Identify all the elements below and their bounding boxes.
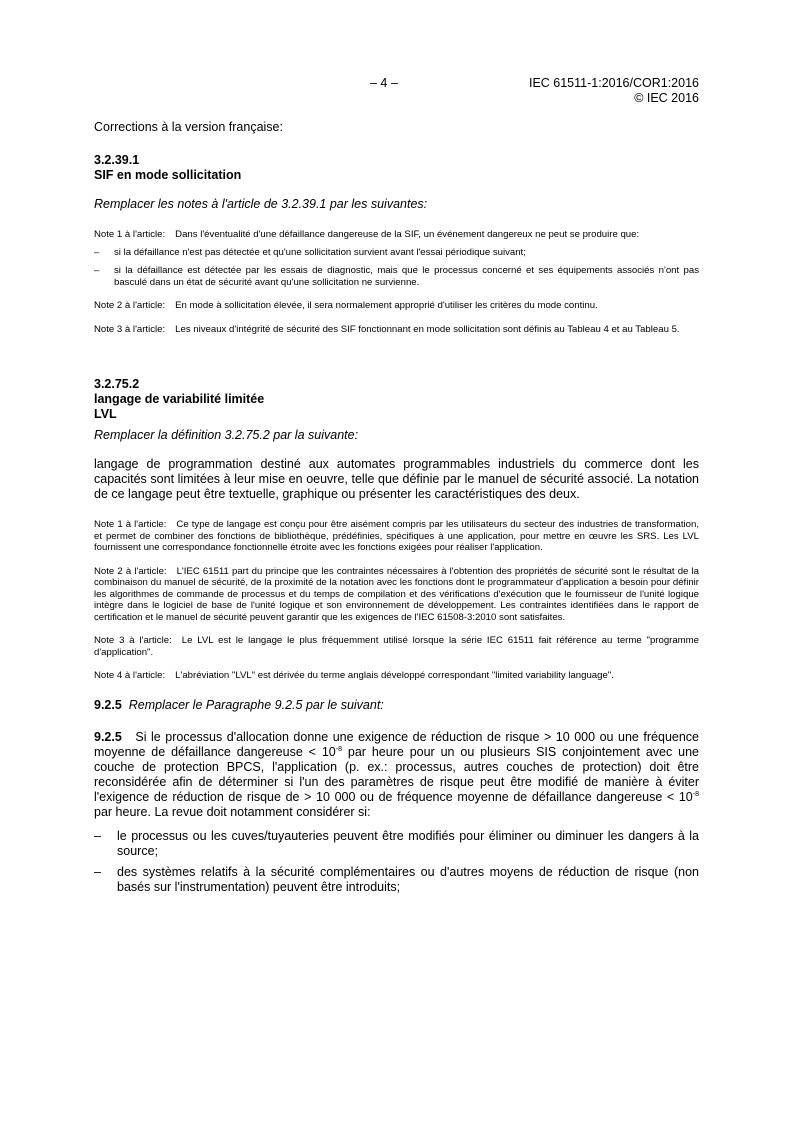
note-label: Note 1 à l'article: bbox=[94, 519, 167, 530]
paragraph-text-b: par heure pour un ou plusieurs SIS conjointement avec une couche de protection BPCS, l'application (p. ex.: processus, autres couches de protection) doit être reconsidérée afin de déterminer si l'un des paramètres de risque peut être modifié de manière à éviter l'exigence de réduction de risque de > 10 000 ou de fréquence moyenne de défaillance dangereuse < 10 bbox=[94, 744, 699, 804]
note-1 bbox=[94, 229, 699, 241]
paragraph-number: 9.2.5 bbox=[94, 729, 122, 744]
section-9-2-5 bbox=[94, 698, 699, 895]
note-3 bbox=[94, 635, 699, 658]
page-number: – 4 – bbox=[370, 76, 398, 90]
dash-bullet: – bbox=[94, 828, 101, 843]
list-item-text: le processus ou les cuves/tuyauteries peuvent être modifiés pour éliminer ou diminuer les dangers à la source; bbox=[117, 828, 699, 858]
exponent: -8 bbox=[335, 745, 342, 753]
exponent: -8 bbox=[692, 790, 699, 798]
copyright-line: © IEC 2016 bbox=[634, 91, 699, 105]
intro-line: Corrections à la version française: bbox=[94, 120, 283, 134]
paragraph-text-c: par heure. La revue doit notamment considérer si: bbox=[94, 804, 371, 819]
note-text: Le LVL est le langage le plus fréquemment utilisé lorsque la série IEC 61511 fait référence au terme "programme d'application". bbox=[94, 635, 700, 658]
note-label: Note 3 à l'article: bbox=[94, 635, 172, 646]
section-3-2-75-2 bbox=[94, 377, 699, 682]
paragraph-text-a: Si le processus d'allocation donne une exigence de réduction de risque > 10 000 ou une fréquence moyenne de défaillance dangereuse < 10 bbox=[94, 729, 699, 759]
clause-number: 3.2.39.1 bbox=[94, 153, 140, 167]
note-text: En mode à sollicitation élevée, il sera normalement approprié d'utiliser les critères du mode continu. bbox=[175, 300, 598, 311]
list-item-text: des systèmes relatifs à la sécurité complémentaires ou d'autres moyens de réduction de risque (non basés sur l'instrumentation) peuvent être introduits; bbox=[117, 864, 699, 894]
note-text: L'IEC 61511 part du principe que les contraintes nécessaires à l'obtention des propriétés de sécurité sont le résultat de la combinaison du manuel de sécurité, de la proximité de la notation avec les fonctions dont le programmateur d'application a besoin pour définir les algorithmes de commande de processus et du temps de compilation et des vérifications d'exécution que le fournisseur de l'unité logique intègre dans le logiciel de base de l'unité logique et son environnement de développement. Les contraintes identifiées dans le rapport de certification et le manuel de sécurité peuvent garantir que les exigences de l'IEC 61508-3:2010 sont satisfaites. bbox=[94, 565, 700, 623]
note-text: Les niveaux d'intégrité de sécurité des SIF fonctionnant en mode sollicitation sont définis au Tableau 4 et au Tableau 5. bbox=[175, 323, 680, 335]
note-label: Note 4 à l'article: bbox=[94, 670, 166, 681]
list-item-text: si la défaillance est détectée par les essais de diagnostic, mais que le processus concerné et ses équipements associés n'ont pas basculé dans un état de sécurité avant qu'une sollicitation ne survienne. bbox=[114, 265, 699, 288]
list-item bbox=[94, 265, 699, 288]
list-item bbox=[94, 247, 699, 259]
note-text: Ce type de langage est conçu pour être aisément compris par les utilisateurs du secteur des industries de transformation, et permet de combiner des fonctions de bibliothèque, prédéfinies, spécifiques à une application, pour mettre en œuvre les SRS. Les LVL fournissent une correspondance fonctionnelle étroite avec les fonctions exigées pour réaliser l'application. bbox=[94, 519, 700, 553]
clause-title: langage de variabilité limitée bbox=[94, 392, 265, 406]
note-2 bbox=[94, 566, 699, 624]
instruction: Remplacer le Paragraphe 9.2.5 par le suivant: bbox=[128, 697, 384, 712]
instruction: Remplacer la définition 3.2.75.2 par la suivante: bbox=[94, 428, 359, 442]
note-label: Note 2 à l'article: bbox=[94, 300, 166, 311]
instruction-line bbox=[94, 698, 699, 713]
note-label: Note 3 à l'article: bbox=[94, 323, 166, 335]
clause-number: 9.2.5 bbox=[94, 697, 122, 712]
clause-paragraph bbox=[94, 730, 699, 820]
note-4 bbox=[94, 670, 699, 682]
note-1 bbox=[94, 519, 699, 554]
list-item bbox=[94, 829, 699, 859]
note-2 bbox=[94, 300, 699, 312]
note-3 bbox=[94, 324, 699, 336]
note-label: Note 1 à l'article: bbox=[94, 229, 166, 240]
note-text: Dans l'éventualité d'une défaillance dangereuse de la SIF, un événement dangereux ne peut se produire que: bbox=[175, 229, 640, 240]
clause-title: SIF en mode sollicitation bbox=[94, 168, 242, 182]
dash-bullet: – bbox=[94, 864, 101, 879]
clause-number: 3.2.75.2 bbox=[94, 377, 140, 391]
definition-text: langage de programmation destiné aux automates programmables industriels du commerce dont les capacités sont limitées à leur mise en oeuvre, telle que définie par le manuel de sécurité associé. La notation de ce langage peut être textuelle, graphique ou présenter les caractéristiques des deux. bbox=[94, 457, 699, 501]
section-3-2-39-1 bbox=[94, 153, 699, 335]
note-label: Note 2 à l'article: bbox=[94, 565, 167, 577]
dash-bullet: – bbox=[94, 246, 100, 258]
document-reference: IEC 61511-1:2016/COR1:2016 bbox=[528, 76, 699, 90]
page-header bbox=[94, 76, 699, 108]
dash-bullet: – bbox=[94, 265, 100, 276]
instruction: Remplacer les notes à l'article de 3.2.39.1 par les suivantes: bbox=[94, 197, 428, 211]
clause-abbreviation: LVL bbox=[94, 407, 117, 421]
list-item bbox=[94, 865, 699, 895]
list-item-text: si la défaillance n'est pas détectée et qu'une sollicitation survient avant l'essai périodique suivant; bbox=[114, 246, 526, 258]
note-text: L'abréviation "LVL" est dérivée du terme anglais développé correspondant "limited variability language". bbox=[175, 670, 614, 681]
document-page bbox=[94, 76, 699, 895]
